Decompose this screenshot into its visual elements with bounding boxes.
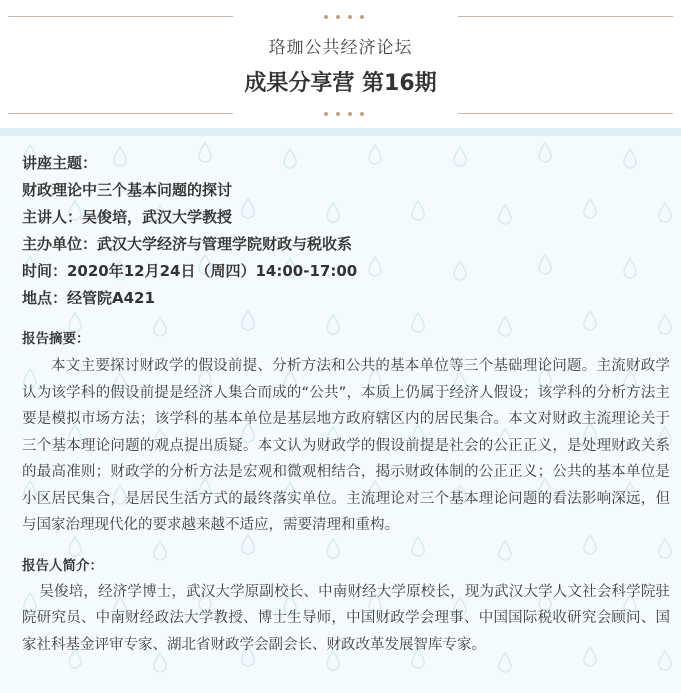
forum-subtitle: 珞珈公共经济论坛	[268, 38, 413, 58]
bio-text: 吴俊培，经济学博士，武汉大学原副校长、中南财经大学原校长，现为武汉大学人文社会科学院驻院研究员、中南财经政法大学教授、博士生导师，中国财政学会理事、中国国际税收研究会顾问、国家社科基金评审专家、湖北省财政学会副会长、财政改革发展智库专家。	[22, 583, 670, 653]
bottom-left-divider	[8, 113, 233, 114]
top-dots-ornament	[324, 15, 364, 19]
time-info: 时间：2020年12月24日（周四）14:00-17:00	[22, 262, 358, 280]
top-left-divider	[8, 16, 233, 17]
lecture-content	[22, 150, 672, 658]
top-right-divider	[458, 16, 673, 17]
bottom-right-divider	[458, 113, 673, 114]
location-info: 地点：经管院A421	[22, 289, 155, 307]
speaker-info: 主讲人：吴俊培，武汉大学教授	[22, 208, 233, 226]
page-title: 成果分享营 第16期	[244, 71, 437, 96]
bottom-dots-ornament	[324, 112, 364, 116]
lecture-topic: 财政理论中三个基本问题的探讨	[22, 181, 233, 199]
content-top-stripe	[0, 128, 681, 136]
header	[0, 0, 681, 128]
bio-label: 报告人简介：	[22, 557, 103, 574]
abstract-label: 报告摘要：	[22, 331, 90, 347]
organizer-info: 主办单位：武汉大学经济与管理学院财政与税收系	[22, 235, 353, 253]
abstract-text: 本文主要探讨财政学的假设前提、分析方法和公共的基本单位等三个基础理论问题。主流财政学认为该学科的假设前提是经济人集合而成的“公共”，本质上仍属于经济人假设；该学科的分析方法主要是模拟市场方法；该学科的基本单位是基层地方政府辖区内的居民集合。本文对财政主流理论关于三个基本理论问题的观点提出质疑。本文认为财政学的假设前提是社会的公正正义，是处理财政关系的最高准则；财政学的分析方法是宏观和微观相结合，揭示财政体制的公正正义；公共的基本单位是小区居民集合，是居民生活方式的最终落实单位。主流理论对三个基本理论问题的看法影响深远，但与国家治理现代化的要求越来越不适应，需要清理和重构。	[22, 358, 670, 533]
topic-label: 讲座主题：	[22, 154, 98, 172]
